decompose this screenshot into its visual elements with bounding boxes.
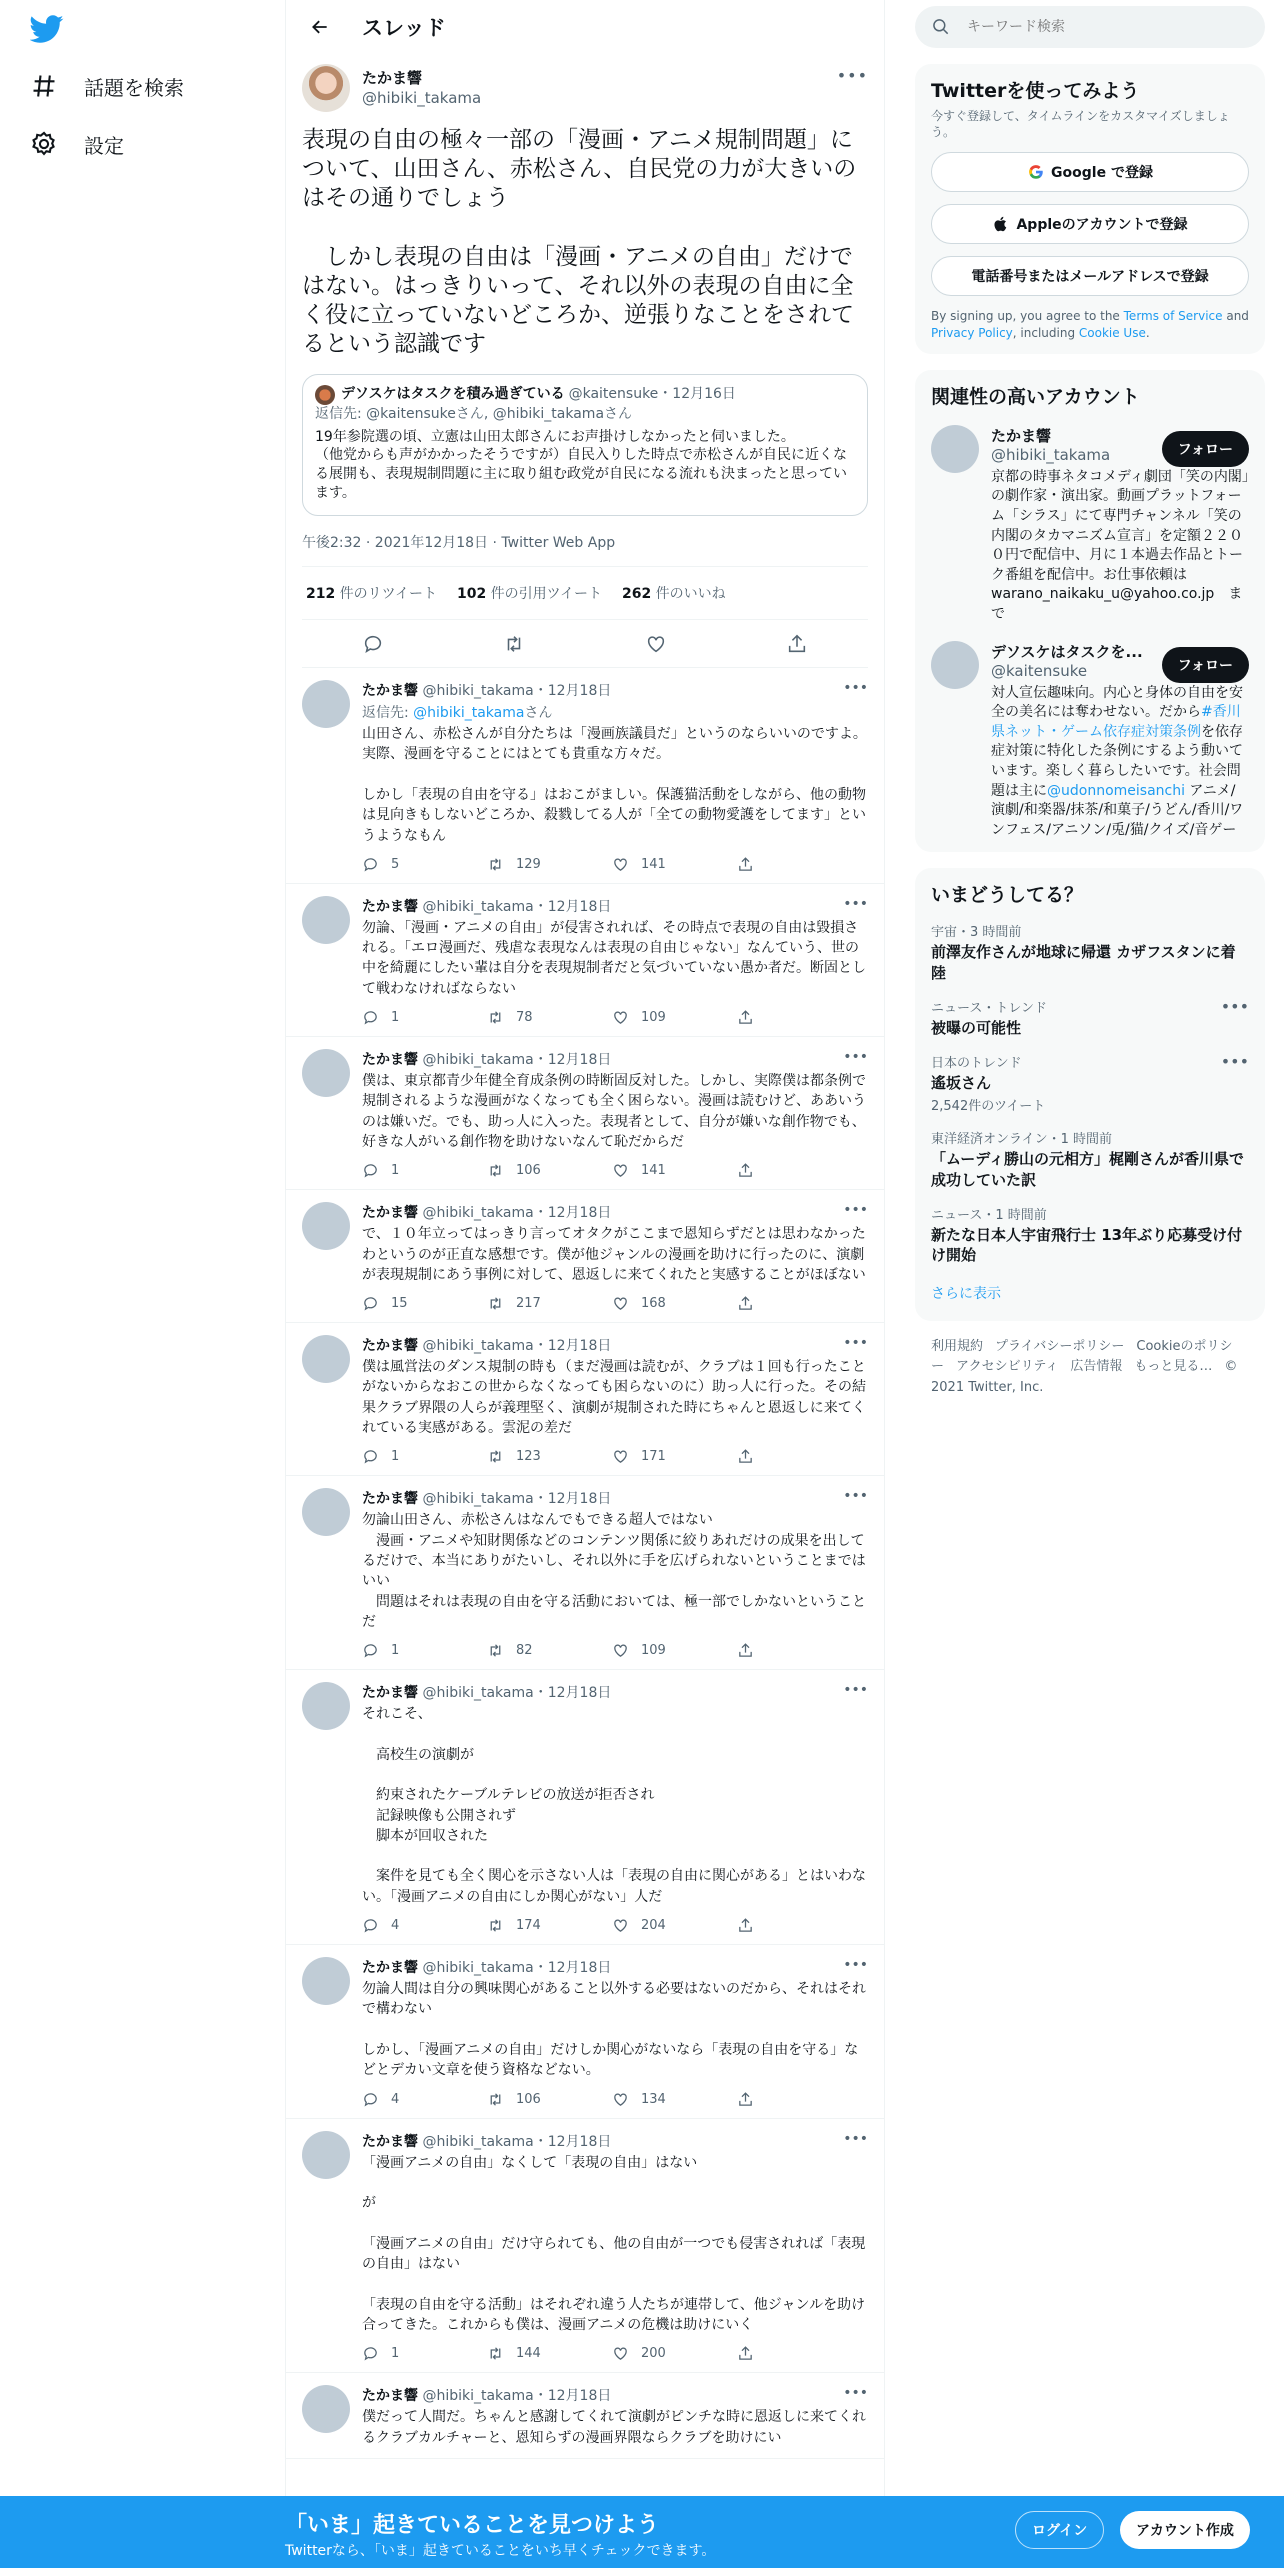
focal-tweet: [286, 54, 884, 668]
signup-card-title: Twitterを使ってみよう: [931, 80, 1140, 102]
retweet-icon[interactable]: [503, 633, 525, 655]
reply-actions: [362, 856, 868, 873]
share-icon[interactable]: [737, 1162, 754, 1179]
author-handle[interactable]: @hibiki_takama: [422, 1960, 534, 1977]
account-bio: 対人宣伝趣味向。内心と身体の自由を安全の美名には奪わせない。だから#香川県ネット・ゲーム依存症対策条例を依存症対策に特化した条例にするよう動いています。楽しく暮らしたいです。社会問題は主に@udonnomeisanchi アニメ/演劇/和楽器/抹茶/和菓子/うどん/香川/ワンフェス/アニソン/兎/猫/クイズ/音ゲー: [991, 684, 1244, 838]
trend-item[interactable]: [931, 921, 1249, 983]
retweet-count: 106: [516, 1163, 541, 1179]
reply-tweet[interactable]: [286, 1476, 884, 1670]
retweet-icon[interactable]: [487, 856, 504, 873]
more-options-icon[interactable]: •••: [843, 1957, 868, 1974]
reply-text: 勿論、「漫画・アニメの自由」が侵害されれば、その時点で表現の自由は毀損される。「エロ漫画だ、残虐な表現なんは表現の自由じゃない」なんていう、世の中を綺麗にしたい輩は自分を表現規制者だと気づいていない愚か者だ。断固として戦わなければならない: [362, 919, 866, 997]
retweet-count: 174: [516, 1918, 541, 1934]
related-title: 関連性の高いアカウント: [931, 385, 1140, 408]
reply-text: 勿論山田さん、赤松さんはなんでもできる超人ではない 漫画・アニメや知財関係などのコンテンツ関係に絞りあれだけの成果を出してるだけで、本当にありがたいし、それ以外に手を広げられないということまではいい 問題はそれは表現の自由を守る活動においては、極一部でしかないということだ: [362, 1512, 866, 1630]
account-bio: 京都の時事ネタコメディ劇団「笑の内閣」の劇作家・演出家。動画プラットフォーム「シラス」にて専門チャンネル「笑の内閣のタカマニズム宣言」を定額２２００円で配信中、月に１本過去作品とトーク番組を配信中。お仕事依頼は warano_naikaku_u@yahoo.co.jp まで: [991, 468, 1249, 622]
more-options-icon[interactable]: •••: [843, 1488, 868, 1505]
signup-card-subtitle: 今すぐ登録して、タイムラインをカスタマイズしましょう。: [931, 109, 1230, 139]
tweet-actions: [302, 620, 868, 668]
reply-tweet[interactable]: [286, 2373, 884, 2459]
author-display-name[interactable]: たかま響: [362, 1338, 418, 1355]
quote-date: ・12月16日: [658, 386, 736, 403]
search-bar[interactable]: [915, 6, 1265, 48]
share-icon[interactable]: [737, 2345, 754, 2362]
footer-link[interactable]: プライバシーポリシー: [995, 1339, 1125, 1355]
mention-link[interactable]: @hibiki_takama: [413, 705, 525, 722]
reply-text: 「漫画アニメの自由」なくして「表現の自由」はない が 「漫画アニメの自由」だけ守られても、他の自由が一つでも侵害されれば「表現の自由」はない 「表現の自由を守る活動」はそれぞれ違う人たちが連帯して、他ジャンルを助け合ってきた。これからも僕は、漫画アニメの危機は助けにいく: [362, 2154, 866, 2333]
reply-text: 山田さん、赤松さんが自分たちは「漫画族議員だ」というのならいいのですよ。実際、漫画を守ることにはとても貴重な方々だ。 しかし「表現の自由を守る」はおこがましい。保護猫活動をしながら、他の動物は見向きもしないどころか、殺戮してる人が「全ての動物愛護をしてます」というようなもん: [362, 726, 867, 844]
author-display-name[interactable]: たかま響: [362, 1052, 418, 1069]
quote-handle: @kaitensuke: [568, 386, 659, 403]
privacy-link[interactable]: Privacy Policy: [931, 325, 1013, 340]
reply-actions: [362, 1642, 868, 1659]
like-icon[interactable]: [612, 1295, 629, 1312]
share-icon[interactable]: [737, 1295, 754, 1312]
tweet-date[interactable]: ・12月18日: [533, 1491, 612, 1508]
reply-count: 1: [391, 1163, 400, 1179]
avatar[interactable]: [302, 680, 350, 728]
trend-item[interactable]: [931, 1128, 1249, 1190]
reply-text: 僕は風営法のダンス規制の時も（まだ漫画は読むが、クラブは１回も行ったことがないからなおこの世からなくなっても困らないのに）助っ人に行った。その結果クラブ界隈の人らが義理堅く、演劇が規制された時にちゃんと恩返しに来てくれている実感がある。雲泥の差だ: [362, 1359, 866, 1437]
like-count: 109: [641, 1643, 666, 1659]
author-handle[interactable]: @hibiki_takama: [422, 683, 534, 700]
tweet-date[interactable]: ・12月18日: [533, 1205, 612, 1222]
account-handle: @hibiki_takama: [991, 445, 1111, 464]
author-handle[interactable]: @hibiki_takama: [422, 1338, 534, 1355]
trend-title: 「ムーディ勝山の元相方」梶剛さんが香川県で成功していた訳: [931, 1150, 1245, 1189]
reply-count: 5: [391, 856, 400, 872]
more-options-icon[interactable]: •••: [843, 1049, 868, 1066]
reply-icon[interactable]: [362, 856, 379, 873]
reply-actions: [362, 2091, 868, 2108]
like-icon[interactable]: [645, 633, 667, 655]
author-display-name[interactable]: たかま響: [362, 1685, 418, 1702]
cookie-link[interactable]: Cookie Use: [1078, 325, 1146, 340]
trend-item[interactable]: [931, 1052, 1249, 1114]
avatar[interactable]: [931, 425, 979, 473]
reply-icon[interactable]: [362, 1295, 379, 1312]
footer-link[interactable]: もっと見る…: [1134, 1359, 1213, 1375]
nav-settings-label: 設定: [84, 133, 124, 158]
thread-header: [286, 0, 884, 54]
nav-explore[interactable]: [30, 60, 184, 112]
author-display-name[interactable]: たかま響: [362, 68, 423, 87]
tweet-stats: [302, 567, 868, 620]
quote-count[interactable]: 102 件の引用ツイート: [456, 586, 602, 603]
account-display-name: デソスケはタスクを...: [991, 642, 1143, 661]
like-icon[interactable]: [612, 1917, 629, 1934]
reply-count: 15: [391, 1296, 408, 1312]
retweet-icon[interactable]: [487, 1917, 504, 1934]
tweet-date[interactable]: ・12月18日: [533, 2388, 612, 2405]
more-options-icon[interactable]: •••: [843, 680, 868, 697]
avatar[interactable]: [931, 641, 979, 689]
trends-title: いまどうしてる？: [931, 884, 1084, 907]
avatar[interactable]: [302, 2131, 350, 2179]
like-count: 171: [641, 1449, 666, 1465]
trend-context: 日本のトレンド: [931, 1056, 1022, 1072]
reply-icon[interactable]: [362, 633, 384, 655]
retweet-icon[interactable]: [487, 1295, 504, 1312]
trend-item[interactable]: [931, 1204, 1249, 1266]
trend-title: 新たな日本人宇宙飛行士 13年ぶり応募受け付け開始: [931, 1225, 1243, 1265]
reply-actions: [362, 1448, 868, 1465]
avatar[interactable]: [302, 896, 350, 944]
retweet-count: 78: [516, 1010, 533, 1026]
reply-list: [286, 668, 884, 2459]
tweet-date[interactable]: ・12月18日: [533, 1338, 612, 1355]
reply-count: 1: [391, 1449, 400, 1465]
reply-tweet[interactable]: [286, 2119, 884, 2374]
author-display-name[interactable]: たかま響: [362, 898, 418, 915]
like-icon[interactable]: [612, 2091, 629, 2108]
author-display-name[interactable]: たかま響: [362, 1960, 418, 1977]
quote-replying-to: 返信先: @kaitensukeさん, @hibiki_takamaさん: [315, 405, 633, 422]
like-count[interactable]: 262 件のいいね: [621, 586, 726, 603]
share-icon[interactable]: [737, 2091, 754, 2108]
tweet-text: 表現の自由の極々一部の「漫画・アニメ規制問題」について、山田さん、赤松さん、自民党の力が大きいのはその通りでしょう しかし表現の自由は「漫画・アニメの自由」だけではない。はっきりいって、それ以外の表現の自由に全く役に立っていないどころか、逆張りなことをされてるという認識です: [302, 127, 857, 358]
retweet-icon[interactable]: [487, 2091, 504, 2108]
author-handle[interactable]: @hibiki_takama: [422, 1052, 534, 1069]
quote-avatar: [315, 385, 335, 405]
hashtag-icon: [30, 72, 58, 100]
right-sidebar: [915, 0, 1265, 1398]
retweet-count: 129: [516, 856, 541, 872]
main-column: [285, 0, 885, 2568]
quote-display-name: デソスケはタスクを積み過ぎている: [341, 386, 565, 403]
nav-explore-label: 話題を検索: [84, 75, 184, 100]
follow-button[interactable]: フォロー: [1162, 647, 1249, 683]
avatar[interactable]: [302, 2385, 350, 2433]
more-options-icon[interactable]: •••: [1220, 1052, 1249, 1072]
footer-links: [915, 1337, 1265, 1397]
tweet-date[interactable]: ・12月18日: [533, 1960, 612, 1977]
reply-count: 1: [391, 1643, 400, 1659]
trend-title: 遙坂さん: [931, 1074, 992, 1093]
retweet-count[interactable]: 212 件のリツイート: [306, 586, 437, 603]
retweet-count: 106: [516, 2091, 541, 2107]
more-options-icon[interactable]: •••: [843, 2130, 868, 2147]
reply-icon[interactable]: [362, 1009, 379, 1026]
like-icon[interactable]: [612, 1448, 629, 1465]
reply-text: 僕は、東京都青少年健全育成条例の時断固反対した。しかし、実際僕は都条例で規制されるような漫画がなくなっても全く困らない。漫画は読むけど、ああいうのは嫌いだ。でも、助っ人に入った。表現者として、自分が嫌いな創作物でも、好きな人がいる創作物を助けないなんて恥だからだ: [362, 1073, 866, 1150]
footer-link[interactable]: Cookieのポリシー: [931, 1339, 1233, 1375]
related-accounts-card: [915, 370, 1265, 853]
reply-icon[interactable]: [362, 2345, 379, 2362]
reply-actions: [362, 1009, 868, 1026]
retweet-count: 123: [516, 1449, 541, 1465]
trend-context: 宇宙・3 時間前: [931, 925, 1022, 941]
gear-icon: [30, 130, 58, 158]
more-options-icon[interactable]: •••: [843, 2385, 868, 2402]
show-more-link[interactable]: さらに表示: [931, 1286, 1001, 1303]
tweet-date[interactable]: ・12月18日: [533, 898, 612, 915]
like-count: 200: [641, 2346, 666, 2362]
retweet-icon[interactable]: [487, 1009, 504, 1026]
apple-icon: [992, 215, 1010, 233]
tweet-timestamp[interactable]: 午後2:32 · 2021年12月18日 · Twitter Web App: [302, 532, 868, 567]
share-icon[interactable]: [737, 1642, 754, 1659]
like-icon[interactable]: [612, 1009, 629, 1026]
back-arrow-icon[interactable]: [302, 9, 338, 45]
reply-tweet[interactable]: [286, 884, 884, 1037]
google-signup-button[interactable]: Google で登録: [931, 152, 1249, 192]
google-icon: [1027, 163, 1045, 181]
more-options-icon[interactable]: •••: [843, 895, 868, 912]
nav-settings[interactable]: [30, 118, 124, 170]
signup-banner: [0, 2496, 1284, 2568]
tweet-date[interactable]: ・12月18日: [533, 1685, 612, 1702]
author-display-name[interactable]: たかま響: [362, 683, 418, 700]
author-handle[interactable]: @hibiki_takama: [422, 1491, 534, 1508]
like-icon[interactable]: [612, 856, 629, 873]
more-options-icon[interactable]: •••: [843, 1682, 868, 1699]
left-nav: [0, 0, 285, 2568]
retweet-icon[interactable]: [487, 1642, 504, 1659]
reply-tweet[interactable]: [286, 1037, 884, 1190]
phone-email-signup-button[interactable]: 電話番号またはメールアドレスで登録: [931, 256, 1249, 296]
avatar[interactable]: [302, 1488, 350, 1536]
avatar[interactable]: [302, 1202, 350, 1250]
account-handle: @kaitensuke: [991, 661, 1088, 680]
signup-button[interactable]: アカウント作成: [1120, 2511, 1250, 2549]
footer-link[interactable]: 利用規約: [931, 1339, 984, 1355]
avatar[interactable]: [302, 1049, 350, 1097]
reply-icon[interactable]: [362, 1162, 379, 1179]
share-icon[interactable]: [737, 1009, 754, 1026]
like-count: 141: [641, 856, 666, 872]
login-button[interactable]: ログイン: [1015, 2511, 1104, 2549]
share-icon[interactable]: [737, 1917, 754, 1934]
reply-icon[interactable]: [362, 1448, 379, 1465]
banner-subtitle: Twitterなら、「いま」起きていることをいち早くチェックできます。: [285, 2543, 716, 2559]
reply-text: で、１０年立ってはっきり言ってオタクがここまで恩知らずだとは思わなかったわというのが正直な感想です。僕が他ジャンルの漫画を助けに行ったのに、演劇が表現規制にあう事例に対して、恩返しに来てくれたと実感することがほぼない: [362, 1226, 866, 1283]
trend-title: 被曝の可能性: [931, 1018, 1022, 1037]
reply-text: 僕だって人間だ。ちゃんと感謝してくれて演劇がピンチな時に恩返しに来てくれるクラブカルチャーと、恩知らずの漫画界隈ならクラブを助けにい: [362, 2409, 866, 2446]
like-icon[interactable]: [612, 2345, 629, 2362]
search-icon: [931, 17, 951, 37]
reply-icon[interactable]: [362, 1642, 379, 1659]
retweet-icon[interactable]: [487, 1162, 504, 1179]
share-icon[interactable]: [737, 1448, 754, 1465]
trend-count: 2,542件のツイート: [931, 1099, 1046, 1115]
trend-context: ニュース・1 時間前: [931, 1207, 1047, 1223]
tweet-date[interactable]: ・12月18日: [533, 1052, 612, 1069]
footer-link[interactable]: アクセシビリティ: [956, 1359, 1059, 1375]
more-options-icon[interactable]: •••: [836, 66, 868, 85]
reply-count: 1: [391, 2346, 400, 2362]
reply-actions: [362, 2345, 868, 2362]
quote-text: 19年参院選の頃、立憲は山田太郎さんにお声掛けしなかったと伺いました。 （他党からも声がかかったそうですが）自民入りした時点で赤松さんが自民に近くなる展開も、表現規制問題に主に取り組む政党が自民になる流れも決まったと思っています。: [315, 428, 847, 502]
like-count: 134: [641, 2091, 666, 2107]
related-account[interactable]: [931, 425, 1249, 625]
like-icon[interactable]: [612, 1642, 629, 1659]
trends-card: [915, 868, 1265, 1321]
like-count: 141: [641, 1163, 666, 1179]
reply-tweet[interactable]: [286, 1945, 884, 2118]
retweet-icon[interactable]: [487, 2345, 504, 2362]
author-display-name[interactable]: たかま響: [362, 1205, 418, 1222]
avatar[interactable]: [302, 1682, 350, 1730]
search-input[interactable]: [967, 19, 1227, 35]
reply-tweet[interactable]: [286, 668, 884, 884]
reply-tweet[interactable]: [286, 1190, 884, 1323]
avatar[interactable]: [302, 64, 350, 112]
retweet-icon[interactable]: [487, 1448, 504, 1465]
page-title: スレッド: [362, 16, 446, 40]
avatar[interactable]: [302, 1335, 350, 1383]
tweet-date[interactable]: ・12月18日: [533, 2133, 612, 2150]
trend-context: 東洋経済オンライン・1 時間前: [931, 1132, 1113, 1148]
author-handle[interactable]: @hibiki_takama: [422, 2388, 534, 2405]
retweet-count: 144: [516, 2346, 541, 2362]
reply-actions: [362, 1917, 868, 1934]
trend-item[interactable]: [931, 997, 1249, 1038]
author-display-name[interactable]: たかま響: [362, 2388, 418, 2405]
trend-context: ニュース・トレンド: [931, 1000, 1048, 1016]
reply-text: それこそ、 高校生の演劇が 約束されたケーブルテレビの放送が拒否され 記録映像も公開されず 脚本が回収された 案件を見ても全く関心を示さない人は「表現の自由に関心がある」とはいわない。「漫画アニメの自由にしか関心がない」人だ: [362, 1706, 866, 1905]
reply-tweet[interactable]: [286, 1670, 884, 1945]
related-account[interactable]: [931, 641, 1249, 841]
like-count: 109: [641, 1010, 666, 1026]
reply-count: 1: [391, 1010, 400, 1026]
author-handle[interactable]: @hibiki_takama: [422, 898, 534, 915]
reply-icon[interactable]: [362, 2091, 379, 2108]
reply-actions: [362, 1162, 868, 1179]
replying-to: 返信先: @hibiki_takamaさん: [362, 705, 553, 722]
reply-actions: [362, 1295, 868, 1312]
more-options-icon[interactable]: •••: [843, 1202, 868, 1219]
hashtag-link[interactable]: #香川県ネット・ゲーム依存症対策条例: [991, 704, 1241, 740]
author-handle[interactable]: @hibiki_takama: [362, 89, 482, 107]
more-options-icon[interactable]: •••: [1220, 996, 1249, 1016]
apple-signup-button[interactable]: Appleのアカウントで登録: [931, 204, 1249, 244]
banner-title: 「いま」起きていることを見つけよう: [285, 2513, 660, 2538]
twitter-logo-icon[interactable]: [30, 12, 70, 52]
reply-count: 4: [391, 2091, 400, 2107]
reply-count: 4: [391, 1918, 400, 1934]
avatar[interactable]: [302, 1957, 350, 2005]
terms-link[interactable]: Terms of Service: [1123, 309, 1223, 324]
signup-legal-text: By signing up, you agree to the Terms of Service and Privacy Policy, including Cookie Use.: [931, 309, 1249, 340]
like-icon[interactable]: [612, 1162, 629, 1179]
footer-link[interactable]: 広告情報: [1070, 1359, 1123, 1375]
like-count: 204: [641, 1918, 666, 1934]
mention-link[interactable]: @udonnomeisanchi: [1047, 782, 1185, 799]
share-icon[interactable]: [786, 633, 808, 655]
signup-card: [915, 64, 1265, 354]
retweet-count: 82: [516, 1643, 533, 1659]
follow-button[interactable]: フォロー: [1162, 431, 1249, 467]
author-handle[interactable]: @hibiki_takama: [422, 1205, 534, 1222]
trend-title: 前澤友作さんが地球に帰還 カザフスタンに着陸: [931, 943, 1236, 982]
reply-tweet[interactable]: [286, 1323, 884, 1476]
quoted-tweet[interactable]: [302, 374, 868, 516]
like-count: 168: [641, 1296, 666, 1312]
tweet-date[interactable]: ・12月18日: [533, 683, 612, 700]
share-icon[interactable]: [737, 856, 754, 873]
author-display-name[interactable]: たかま響: [362, 2133, 418, 2150]
author-handle[interactable]: @hibiki_takama: [422, 1685, 534, 1702]
footer-link[interactable]: © 2021 Twitter, Inc.: [931, 1359, 1238, 1395]
more-options-icon[interactable]: •••: [843, 1335, 868, 1352]
author-handle[interactable]: @hibiki_takama: [422, 2133, 534, 2150]
author-display-name[interactable]: たかま響: [362, 1491, 418, 1508]
account-display-name: たかま響: [991, 426, 1052, 445]
retweet-count: 217: [516, 1296, 541, 1312]
reply-text: 勿論人間は自分の興味関心があること以外する必要はないのだから、それはそれで構わない しかし、「漫画アニメの自由」だけしか関心がないなら「表現の自由を守る」などとデカい文章を使う資格などない。: [362, 1981, 866, 2079]
reply-icon[interactable]: [362, 1917, 379, 1934]
